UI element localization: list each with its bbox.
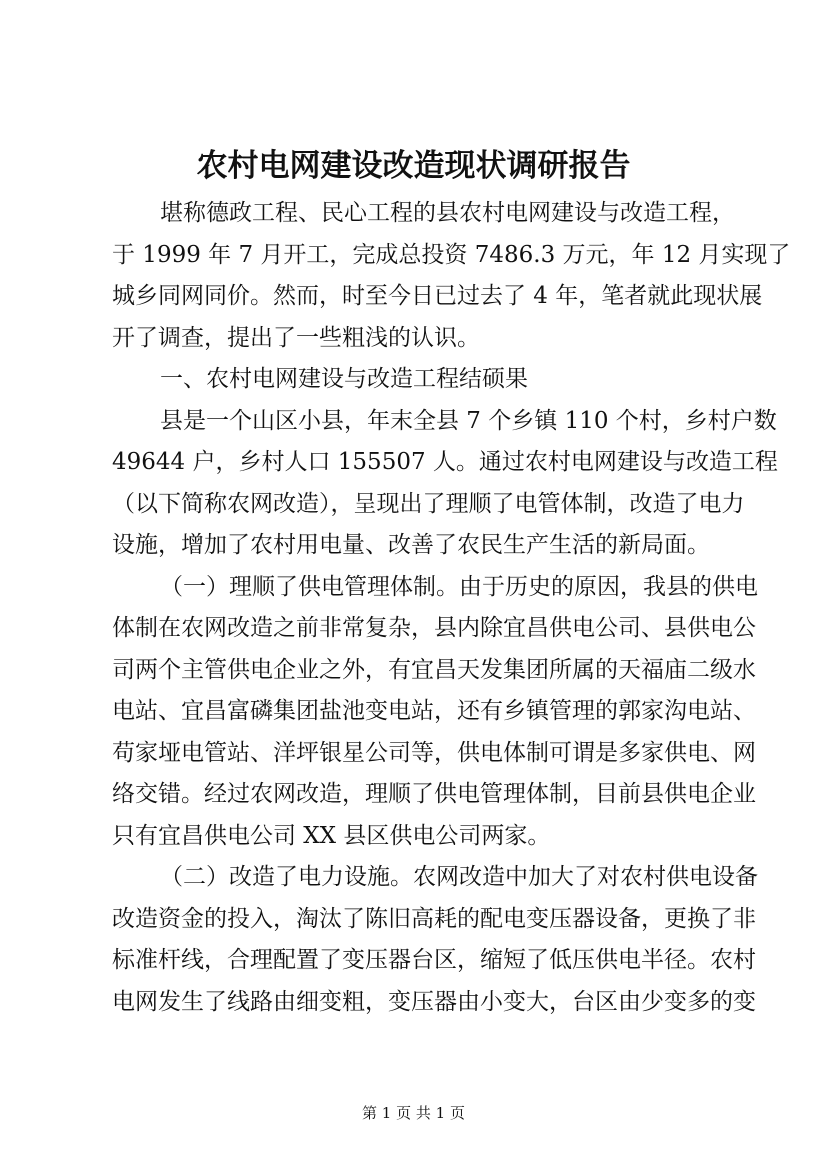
paragraph-line: 电网发生了线路由细变粗，变压器由小变大，台区由少变多的变 — [112, 988, 756, 1015]
paragraph-line: 开了调查，提出了一些粗浅的认识。 — [112, 324, 480, 351]
paragraph-line: 设施，增加了农村用电量、改善了农民生产生活的新局面。 — [112, 532, 710, 558]
paragraph-line: 堪称德政工程、民心工程的县农村电网建设与改造工程， — [160, 200, 735, 226]
paragraph-line: 苟家垭电管站、洋坪银星公司等，供电体制可谓是多家供电、网 — [112, 739, 756, 766]
paragraph-line: 司两个主管供电企业之外，有宜昌天发集团所属的天福庙二级水 — [112, 656, 756, 683]
page-footer: 第 1 页 共 1 页 — [362, 1104, 465, 1122]
paragraph-line: 49644 户，乡村人口 155507 人。通过农村电网建设与改造工程 — [112, 449, 778, 475]
document-title: 农村电网建设改造现状调研报告 — [196, 148, 631, 184]
paragraph-line: 络交错。经过农网改造，理顺了供电管理体制，目前县供电企业 — [112, 781, 756, 807]
paragraph-line: （二）改造了电力设施。农网改造中加大了对农村供电设备 — [160, 864, 758, 890]
paragraph-line: 城乡同网同价。然而，时至今日已过去了 4 年，笔者就此现状展 — [112, 283, 763, 309]
paragraph-line: 体制在农网改造之前非常复杂，县内除宜昌供电公司、县供电公 — [112, 615, 756, 641]
paragraph-line: 县是一个山区小县，年末全县 7 个乡镇 110 个村，乡村户数 — [160, 407, 777, 434]
document-body — [112, 193, 791, 1023]
paragraph-line: 于 1999 年 7 月开工，完成总投资 7486.3 万元，年 12 月实现了 — [112, 241, 791, 268]
paragraph-line: （以下简称农网改造），呈现出了理顺了电管体制，改造了电力 — [112, 490, 745, 517]
paragraph-line: 只有宜昌供电公司 XX 县区供电公司两家。 — [112, 822, 551, 849]
paragraph-line: （一）理顺了供电管理体制。由于历史的原因，我县的供电 — [160, 573, 758, 600]
paragraph-line: 电站、宜昌富磷集团盐池变电站，还有乡镇管理的郭家沟电站、 — [112, 698, 756, 724]
paragraph-line: 改造资金的投入，淘汰了陈旧高耗的配电变压器设备，更换了非 — [112, 905, 756, 932]
section-heading: 一、农村电网建设与改造工程结硕果 — [160, 366, 528, 392]
paragraph-line: 标准杆线，合理配置了变压器台区，缩短了低压供电半径。农村 — [112, 947, 756, 973]
